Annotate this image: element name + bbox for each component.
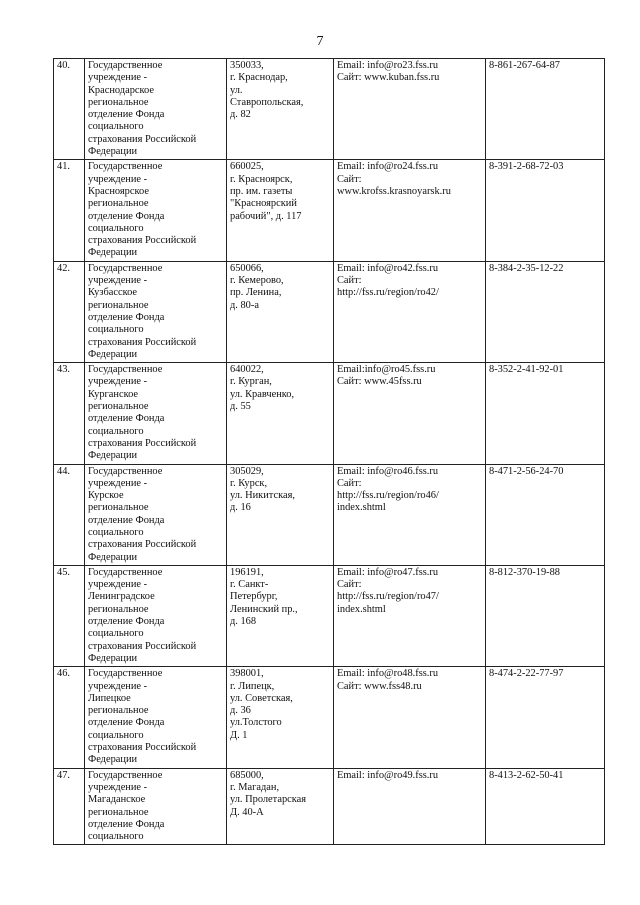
table-row <box>54 667 605 768</box>
organization-name: Государственное учреждение - Магаданское региональное отделение Фонда социального <box>85 768 227 845</box>
table-row <box>54 768 605 845</box>
organization-name: Государственное учреждение - Ленинградское региональное отделение Фонда социального страхования Российской Федерации <box>85 565 227 666</box>
address: 640022, г. Курган, ул. Кравченко, д. 55 <box>227 363 334 464</box>
row-number: 42. <box>54 261 85 362</box>
table-row <box>54 160 605 261</box>
address: 660025, г. Красноярск, пр. им. газеты "Красноярский рабочий", д. 117 <box>227 160 334 261</box>
phone: 8-413-2-62-50-41 <box>486 768 605 845</box>
table-row <box>54 59 605 160</box>
organization-name: Государственное учреждение - Курганское региональное отделение Фонда социального страхования Российской Федерации <box>85 363 227 464</box>
organization-name: Государственное учреждение - Курское региональное отделение Фонда социального страхования Российской Федерации <box>85 464 227 565</box>
phone: 8-352-2-41-92-01 <box>486 363 605 464</box>
contacts: Email: info@ro49.fss.ru <box>334 768 486 845</box>
regional-offices-table <box>53 58 605 845</box>
phone: 8-861-267-64-87 <box>486 59 605 160</box>
address: 350033, г. Краснодар, ул. Ставропольская, д. 82 <box>227 59 334 160</box>
phone: 8-391-2-68-72-03 <box>486 160 605 261</box>
contacts: Email: info@ro23.fss.ru Сайт: www.kuban.fss.ru <box>334 59 486 160</box>
table-row <box>54 565 605 666</box>
table-row <box>54 261 605 362</box>
contacts: Email: info@ro42.fss.ru Сайт: http://fss.ru/region/ro42/ <box>334 261 486 362</box>
organization-name: Государственное учреждение - Красноярское региональное отделение Фонда социального страхования Российской Федерации <box>85 160 227 261</box>
phone: 8-474-2-22-77-97 <box>486 667 605 768</box>
row-number: 44. <box>54 464 85 565</box>
page-number: 7 <box>316 34 324 49</box>
row-number: 47. <box>54 768 85 845</box>
organization-name: Государственное учреждение - Липецкое региональное отделение Фонда социального страхования Российской Федерации <box>85 667 227 768</box>
phone: 8-471-2-56-24-70 <box>486 464 605 565</box>
table-row <box>54 363 605 464</box>
contacts: Email: info@ro47.fss.ru Сайт: http://fss.ru/region/ro47/ index.shtml <box>334 565 486 666</box>
contacts: Email: info@ro46.fss.ru Сайт: http://fss.ru/region/ro46/ index.shtml <box>334 464 486 565</box>
row-number: 45. <box>54 565 85 666</box>
table-row <box>54 464 605 565</box>
row-number: 43. <box>54 363 85 464</box>
address: 196191, г. Санкт- Петербург, Ленинский пр., д. 168 <box>227 565 334 666</box>
row-number: 46. <box>54 667 85 768</box>
contacts: Email:info@ro45.fss.ru Сайт: www.45fss.ru <box>334 363 486 464</box>
contacts: Email: info@ro48.fss.ru Сайт: www.fss48.ru <box>334 667 486 768</box>
contacts: Email: info@ro24.fss.ru Сайт: www.krofss.krasnoyarsk.ru <box>334 160 486 261</box>
address: 398001, г. Липецк, ул. Советская, д. 36 ул.Толстого Д. 1 <box>227 667 334 768</box>
organization-name: Государственное учреждение - Кузбасское региональное отделение Фонда социального страхования Российской Федерации <box>85 261 227 362</box>
row-number: 40. <box>54 59 85 160</box>
phone: 8-812-370-19-88 <box>486 565 605 666</box>
organization-name: Государственное учреждение - Краснодарское региональное отделение Фонда социального страхования Российской Федерации <box>85 59 227 160</box>
address: 305029, г. Курск, ул. Никитская, д. 16 <box>227 464 334 565</box>
address: 685000, г. Магадан, ул. Пролетарская Д. 40-А <box>227 768 334 845</box>
phone: 8-384-2-35-12-22 <box>486 261 605 362</box>
row-number: 41. <box>54 160 85 261</box>
address: 650066, г. Кемерово, пр. Ленина, д. 80-а <box>227 261 334 362</box>
